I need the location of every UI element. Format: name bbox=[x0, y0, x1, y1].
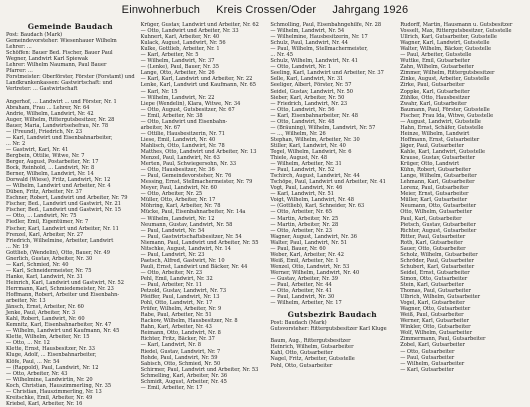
section-title-gemeinde: Gemeinde Baudach bbox=[27, 22, 113, 31]
directory-entry: — Wilhelm, Landwirt, Nr. 54 bbox=[270, 28, 345, 35]
directory-entry: — Otto, August, Gutsbesitzer, Nr. 67 bbox=[140, 106, 235, 113]
directory-entry: Fischer, Frau Ida, Witwe, Gutsstelle bbox=[400, 112, 494, 119]
directory-entry: — August, Landwirt, Gutsstelle bbox=[400, 118, 481, 125]
directory-entry: — (Rappold), Paul, Landwirt, Nr. 12 bbox=[6, 364, 99, 371]
directory-entry: Pohl, Otto, Landwirt, Nr. 17 bbox=[140, 300, 213, 307]
directory-entry: Seidel, Gustav, Landwirt, Nr. 50 bbox=[270, 88, 353, 95]
directory-entry: Mahlisch, Otto, Landwirt, Nr. 78 bbox=[140, 142, 225, 149]
directory-entry: Fischer, Bed., Landwirt und Gastwirt, Nr. 15 bbox=[6, 207, 121, 214]
header-year: Jahrgang 1926 bbox=[332, 4, 409, 16]
directory-entry: Pietsch, Gustav, Gutsarbeiter bbox=[400, 221, 476, 228]
directory-entry: Hoffmann, Ernst, Gutsarbeiter bbox=[400, 136, 480, 143]
directory-entry: Friedrich, Wilhelmine, Arbeiter, Landwirt bbox=[6, 237, 114, 244]
directory-entry: Heinrich, Wilhelm, Gutsarbeiter bbox=[270, 344, 354, 351]
directory-entry: Forstmeister: Oberförster, Förster (Forstamt) und bbox=[6, 74, 135, 81]
directory-entry: — Wilhelm, Arbeiter, Nr. 31 bbox=[270, 161, 342, 168]
directory-entry: — Otto, Landwirt, Nr. 1 bbox=[270, 64, 332, 71]
directory-entry: — Wilhelm, Gutsarbeiter bbox=[400, 360, 465, 367]
directory-entry: Hahn, Ernst, Schäfer, Gutsstelle bbox=[400, 124, 484, 131]
directory-entry: Wolf, Wilhelm, Gutsarbeiter bbox=[400, 330, 473, 337]
header-book-title: Einwohnerbuch bbox=[121, 4, 201, 16]
directory-entry: Vertreter: ... Gastwirtschaft bbox=[6, 86, 78, 93]
directory-entry: — Martin, Arbeiter, Nr. 25 bbox=[270, 215, 339, 222]
directory-entry: Ritter, Paul, Gutsarbeiter bbox=[400, 233, 466, 240]
directory-entry: Wagner, August, Landwirt, Nr. 36 bbox=[270, 233, 358, 240]
directory-entry: Seeling, Karl, Landwirt und Arbeiter, Nr. 37 bbox=[270, 70, 384, 77]
directory-entry: — Paul, Landwirt, Nr. 30 bbox=[270, 294, 335, 301]
directory-entry: Schmidt, August, Arbeiter, Nr. 45 bbox=[140, 378, 227, 385]
directory-entry: — Otto, Arbeiter, Nr. 65 bbox=[270, 209, 332, 216]
directory-entry: Baumann, Paul, Förster, Gutsstelle bbox=[400, 106, 490, 113]
directory-entry: Zimmer, Wilhelm, Rittergutsbesitzer bbox=[400, 70, 495, 77]
directory-entry: — Otto, Landwirt, Nr. 56 bbox=[270, 106, 335, 113]
directory-entry: Meyer, Paul, Landwirt, Nr. 60 bbox=[140, 185, 217, 192]
directory-entry: Simon, Otto, Gutsarbeiter bbox=[400, 275, 468, 282]
directory-entry: Abraham, Frau ... Lehrer, Nr. 64 bbox=[6, 104, 90, 111]
directory-entry: Schöffen: Bauer Bed. Fischer, Bauer Paul bbox=[6, 50, 113, 57]
directory-entry: Krüger, Otto, Landwirt bbox=[400, 161, 460, 168]
directory-entry: arbeiter, Nr. 13 bbox=[6, 298, 46, 305]
directory-entry: Sabisch, Otto, Schmied, Nr. 50 bbox=[140, 360, 221, 367]
directory-entry: — Wilhelm, Landwirt, Nr. 22 bbox=[140, 94, 215, 101]
directory-entry: Lehmann, Karl, Gutsarbeiter bbox=[400, 179, 475, 186]
directory-entry: Post: Baudach (Mark) bbox=[270, 320, 327, 327]
page-header bbox=[0, 0, 530, 20]
directory-entry: — Karl, Landwirt, Nr. 51 bbox=[270, 191, 335, 198]
directory-entry: — Otto, Landwirt und Eisenbahn- bbox=[140, 118, 228, 125]
directory-entry: Weber, Karl, Arbeiter, Nr. 42 bbox=[270, 251, 345, 258]
directory-entry: Vogt, Paul, Landwirt, Nr. 46 bbox=[270, 185, 343, 192]
directory-entry: — Otto, Arbeiter, Nr. 41 bbox=[270, 288, 332, 295]
directory-entry: Ulbrich, Wilhelm, Gutsarbeiter bbox=[400, 294, 481, 301]
directory-entry: Wenzel, Otto, Landwirt, Nr. 53 bbox=[270, 263, 350, 270]
directory-entry: Wuttke, Emil, Gutsarbeiter bbox=[400, 58, 470, 65]
directory-entry: Tschirch, August, Landwirt, Nr. 44 bbox=[270, 173, 360, 180]
directory-entry: — Otto, Gutsarbeiter bbox=[400, 348, 455, 355]
directory-entry: Kriebel, Karl, Arbeiter, Nr. 16 bbox=[6, 400, 83, 407]
directory-entry: Frenzel, Karl, Arbeiter, Nr. 27 bbox=[6, 231, 84, 238]
directory-entry: Kuhnert, Karl, Arbeiter, Nr. 40 bbox=[140, 34, 220, 41]
directory-entry: Lange, Otto, Arbeiter, Nr. 26 bbox=[140, 70, 215, 77]
directory-entry: Pfarrer: ... bbox=[6, 68, 33, 75]
directory-entry: — Wilhelmine, Landwirtin, Nr. 20 bbox=[6, 376, 93, 383]
directory-entry: Klette, Ernst, Hausbesitzer, Nr. 33 bbox=[6, 346, 95, 353]
directory-entry: ... Nr. 45 bbox=[270, 52, 293, 59]
directory-entry: — Paul, Arbeiter, Nr. 11 bbox=[140, 282, 202, 289]
directory-entry: — Otto, Arbeiter, Nr. 23 bbox=[270, 227, 332, 234]
directory-entry: — Paul, Gutsarbeiter bbox=[400, 354, 455, 361]
directory-entry: Winkler, Otto, Gutsarbeiter bbox=[400, 324, 471, 331]
directory-entry: — Otto, Arbeiter, Nr. 25 bbox=[140, 191, 203, 198]
directory-entry: Schmolling, Paul, Eisenbahngehilfe, Nr. 28 bbox=[270, 22, 382, 28]
directory-entry: arbeiter, Nr. 67 bbox=[140, 124, 181, 131]
directory-entry: — Otto, Arbeiter, Nr. 43 bbox=[6, 370, 68, 377]
directory-entry: — Paul, Landwirt, Nr. 23 bbox=[140, 251, 205, 258]
directory-entry: — Friedrich, Landwirt, Nr. 23 bbox=[270, 100, 348, 107]
column-4 bbox=[400, 22, 524, 396]
directory-entry: — Wilhelm, Landwirt, Nr. 37 bbox=[140, 58, 215, 65]
directory-entry: — Karl, Schmied, Nr. 40 bbox=[6, 261, 69, 268]
directory-entry: Nitschke, August, Landwirt, Nr. 14 bbox=[140, 245, 231, 252]
directory-entry: Ullrich, Karl, Gutsarbeiter, Gutsstelle bbox=[400, 34, 497, 41]
directory-entry: Müller, Karl, Gutsarbeiter bbox=[400, 197, 468, 204]
directory-entry: Krause, Gustav, Gutsarbeiter bbox=[400, 155, 476, 162]
directory-entry: Kühn, Robert, Gutsarbeiter bbox=[400, 167, 471, 174]
directory-entry: Gutsvorsteher: Rittergutsbesitzer Karl Kluge bbox=[270, 326, 387, 333]
directory-entry: — Paul, Landwirt, Nr. 52 bbox=[270, 167, 335, 174]
directory-entry: Vosselt, Max, Rittergutsbesitzer, Gutsstelle bbox=[400, 28, 512, 35]
directory-entry: — Paul, Bauer, Nr. 60 bbox=[270, 245, 326, 252]
directory-entry: — Paul, Landwirt, Nr. 54 bbox=[140, 227, 205, 234]
directory-entry: — Paul, Arbeiter, Nr. 44 bbox=[270, 282, 332, 289]
directory-entry: Klöfe, Paul, ... Nr. 54 bbox=[6, 358, 60, 365]
directory-entry: — Wilhelm, Landwirt, Nr. 12 bbox=[140, 215, 215, 222]
directory-entry: Sauer, Otto, Gutsarbeiter bbox=[400, 245, 466, 252]
directory-entry: Walter, Wilhelm, Bäcker, Gutsstelle bbox=[400, 46, 492, 53]
directory-entry: Werner, Karl, Gutsarbeiter bbox=[400, 318, 469, 325]
directory-entry: Bauer, Maria, Landwirtsehefrau, Nr. 78 bbox=[6, 122, 109, 129]
directory-entry: Lehrer: Wilhelm Naumann, Paul Bauer bbox=[6, 62, 107, 69]
directory-entry: — (Lenke), Paul, Bauer, Nr. 35 bbox=[140, 64, 219, 71]
directory-entry: Pauli, Ernst, Landwirt und Bäcker, Nr. 44 bbox=[140, 263, 248, 270]
directory-entry: Berner, Wilhelm, Landwirt, Nr. 14 bbox=[6, 171, 94, 178]
directory-entry: Scholz, Wilhelm, Gutsarbeiter bbox=[400, 251, 478, 258]
directory-entry: Riedel, Gustav, Landwirt, Nr. 7 bbox=[140, 348, 221, 355]
directory-entry: — Wilhelm, Landwirt und Arbeiter, Nr. 4 bbox=[6, 183, 111, 190]
directory-entry: Paul, Karl, Gutsarbeiter bbox=[400, 215, 462, 222]
directory-entry: Pehl, Emil, Landwirt, Nr. 32 bbox=[140, 275, 213, 282]
directory-entry: Lenke, Karl, Landwirt und Kaufmann, Nr. 65 bbox=[140, 82, 257, 89]
directory-entry: — Paul, Gemeindevorsteher, Nr. 76 bbox=[140, 173, 232, 180]
directory-entry: Seidel, Ernst, Gutsarbeiter bbox=[400, 269, 470, 276]
directory-entry: Berger, August, Postarbeiter, Nr. 17 bbox=[6, 158, 99, 165]
directory-entry: Rabe, Paul, Arbeiter, Nr. 51 bbox=[140, 312, 212, 319]
directory-entry: — ..., Wilhelm, Nr. 26 bbox=[270, 130, 326, 137]
directory-entry: Kulke, Gottlieb, Arbeiter, Nr. 1 bbox=[140, 46, 220, 53]
directory-entry: Kemnitz, Karl, Eisenbahnarbeiter, Nr. 47 bbox=[6, 322, 112, 329]
directory-entry: Selle, Karl, Landwirt, Nr. 31 bbox=[270, 76, 344, 83]
directory-entry: Lehrer: ... bbox=[6, 44, 32, 51]
directory-entry: Pohl, Otto, Gutsarbeiter bbox=[270, 362, 333, 369]
directory-entry: Schubert, Karl, Gutsarbeiter bbox=[400, 263, 475, 270]
directory-entry: Post: Baudach (Mark) bbox=[6, 32, 63, 38]
directory-entry: — Gustav, Arbeiter, Nr. 39 bbox=[270, 275, 338, 282]
directory-entry: — Otto, ... Nr. 12 bbox=[6, 340, 50, 347]
directory-entry: — Wilhelm, Landwirt und Kaufmann, Nr. 45 bbox=[6, 328, 120, 335]
directory-entry: Zahn, Wilhelm, Gutsarbeiter bbox=[400, 64, 474, 71]
directory-entry: Bergbein, Ottilie, Witwe, Nr. 7 bbox=[6, 152, 85, 159]
directory-entry: Rackow, Wilhelm, Hausbesitzer, Nr. 8 bbox=[140, 318, 238, 325]
directory-entry: Zimmermann, Paul, Gutsarbeiter bbox=[400, 336, 486, 343]
directory-entry: Fischer, Bed., Landwirt und Gastwirt, Nr. 21 bbox=[6, 201, 121, 208]
directory-entry: Reimann, Otto, Landwirt, Nr. 8 bbox=[140, 330, 221, 337]
directory-entry: — Karl, Landwirt, Nr. 8 bbox=[140, 342, 201, 349]
directory-entry: ... Nr. 2 bbox=[6, 140, 26, 147]
directory-entry: Voigt, Wilhelm, Landwirt, Nr. 48 bbox=[270, 197, 354, 204]
directory-entry: Gemeindevorsteher: Wiesenhauer Wilhelm bbox=[6, 38, 117, 45]
directory-entry: Möhring, Karl, Arbeiter, Nr. 78 bbox=[140, 203, 221, 210]
directory-entry: Zoppke, Karl, Gutsarbeiter bbox=[400, 88, 470, 95]
directory-entry: Herrmann, Karl, Schmiedemeister, Nr. 23 bbox=[6, 285, 114, 292]
directory-entry: Pfeiffer, Paul, Landwirt, Nr. 13 bbox=[140, 294, 220, 301]
directory-entry: Nagel, Fritz, Arbeiter, Gutsstelle bbox=[270, 356, 355, 363]
directory-entry: Rudorff, Martin, Hausmann u. Gutsbesitzer bbox=[400, 22, 513, 28]
directory-entry: Lange, Wilhelm, Gutsarbeiter bbox=[400, 173, 477, 180]
directory-entry: Kulack, August, Landwirt, Nr. 56 bbox=[140, 40, 226, 47]
directory-entry: Stiller, Karl, Landwirt, Nr. 40 bbox=[270, 142, 346, 149]
directory-entry: Walter, Paul, Landwirt, Nr. 51 bbox=[270, 239, 348, 246]
column-1 bbox=[6, 22, 135, 407]
directory-entry: — Emil, Arbeiter, Nr. 38 bbox=[140, 112, 203, 119]
directory-entry: Krüger, Gustav, Landwirt und Arbeiter, Nr. 62 bbox=[140, 22, 259, 28]
directory-entry: Menzel, Paul, Landwirt, Nr. 63 bbox=[140, 155, 220, 162]
directory-entry: Stephan, Wilhelm, Arbeiter, Nr. 30 bbox=[270, 136, 360, 143]
directory-entry: Petzold, Gustav, Landwirt, Nr. 73 bbox=[140, 288, 227, 295]
directory-entry: — Karl, Gutsarbeiter bbox=[400, 366, 454, 373]
directory-entry: — Martin, Arbeiter, Nr. 28 bbox=[270, 221, 339, 228]
directory-entry: Weiß, Paul, Gutsarbeiter bbox=[400, 312, 464, 319]
directory-entry: — Karl, Arbeiter, Nr. 5 bbox=[140, 52, 199, 59]
directory-entry: Kahl, Otto, Gutsarbeiter bbox=[270, 350, 333, 357]
directory-entry: — Karl, Karl, Landwirt und Arbeiter, Nr. 22 bbox=[140, 76, 253, 83]
directory-entry: — Wilhelm, Arbeiter, Nr. 17 bbox=[270, 300, 342, 307]
directory-entry: Bock, Reinhold, ... Landwirt, Nr. 8 bbox=[6, 165, 95, 172]
directory-entry: Zinke, August, Arbeiter, Gutsstelle bbox=[400, 76, 490, 83]
directory-entry: — Otto, Hausbesitzer, Nr. 36 bbox=[140, 167, 215, 174]
directory-entry: Stein, Karl, Gutsarbeiter bbox=[400, 282, 464, 289]
directory-entry: Fiedler, Emil, Eigentümer, Nr. 7 bbox=[6, 219, 89, 226]
header-district: Kreis Crossen/Oder bbox=[216, 4, 317, 16]
directory-entry: — (Gottlieb), Karl, Schneider, Nr. 63 bbox=[270, 203, 365, 210]
directory-entry: Hoffmann, Robert, Arbeiter und Eisenbahn- bbox=[6, 292, 120, 299]
directory-entry: Wagner, Karl, Landwirt, Gutsstelle bbox=[400, 40, 490, 47]
directory-entry: Weiß, Emil, Arbeiter, Nr. 1 bbox=[270, 257, 339, 264]
directory-entry: Kahle, Karl, Landwirt, Gutsstelle bbox=[400, 148, 485, 155]
directory-entry: Kahl, Robert, Landwirt, Nr. 60 bbox=[6, 316, 85, 323]
directory-entry: Sieber, Karl, Arbeiter, Nr. 50 bbox=[270, 94, 345, 101]
directory-entry: Baum, Aug., Rittergutsbesitzer bbox=[270, 338, 351, 345]
directory-entry: Fischer, Karl, Landwirt und Arbeiter, Nr. 11 bbox=[6, 225, 119, 232]
directory-entry: — Karl, Eisenbahnarbeiter, Nr. 48 bbox=[270, 112, 358, 119]
directory-entry: — Karl, Landwirt und Eisenbahnarbeiter, bbox=[6, 134, 113, 141]
directory-entry: Tschöpe, Paul, Landwirt und Arbeiter, Nr. 41 bbox=[270, 179, 386, 186]
directory-entry: — Otto, Landwirt, Nr. 48 bbox=[270, 118, 335, 125]
directory-entry: — Otto, Arbeiter, Nr. 23 bbox=[140, 269, 203, 276]
column-3 bbox=[270, 22, 394, 396]
directory-entry: Tegel, Wilhelm, Landwirt, Nr. 6 bbox=[270, 148, 352, 155]
directory-entry: Thomas, Paul, Gutsarbeiter bbox=[400, 288, 471, 295]
directory-entry: Wagner, Otto, Gutsarbeiter bbox=[400, 306, 471, 313]
directory-entry: Dorwald (Wiese), Fritz, Landwirt, Nr. 12 bbox=[6, 177, 111, 184]
directory-entry: — Paul, Wilhelm, Stellmachermeister, bbox=[270, 46, 368, 53]
directory-entry: Thiele, August, Nr. 48 bbox=[270, 155, 328, 162]
directory-entry: Matthes, Otto, Landwirt und Arbeiter, Nr. 13 bbox=[140, 148, 257, 155]
column-2 bbox=[141, 22, 265, 396]
directory-entry: Neumann, Otto, Gutsarbeiter bbox=[400, 203, 477, 210]
directory-entry: Werner, Wilhelm, Landwirt, Nr. 40 bbox=[270, 269, 360, 276]
directory-entry: Rahn, Karl, Arbeiter, Nr. 43 bbox=[140, 324, 212, 331]
directory-entry: Zwahr, Karl, Gutsarbeiter bbox=[400, 100, 467, 107]
directory-entry: — (Bräuning), Wilhelm, Landwirt, Nr. 57 bbox=[270, 124, 376, 131]
directory-entry: Roth, Karl, Gutsarbeiter bbox=[400, 239, 463, 246]
directory-entry: Müller, Otto, Arbeiter, Nr. 17 bbox=[140, 197, 216, 204]
directory-entry: Liepe (Wendelin), Klara, Witwe, Nr. 34 bbox=[140, 100, 241, 107]
directory-entry: Prüfer, Wilhelm, Arbeiter, Nr. 9 bbox=[140, 306, 222, 313]
directory-entry: — Wilhelmine, Hausbesitzerin, Nr. 17 bbox=[270, 34, 368, 41]
directory-entry: — Paul, Arbeiter, Gutsstelle bbox=[400, 52, 472, 59]
directory-entry: Richter, Fritz, Bäcker, Nr. 37 bbox=[140, 336, 215, 343]
directory-entry: Koch, Christian, Hauszimmerling, Nr. 35 bbox=[6, 382, 112, 389]
directory-entry: Meier, Ernst, Gutsarbeiter bbox=[400, 191, 469, 198]
directory-entry: Messing, Ernst, Stellmachermeister, Nr. 79 bbox=[140, 179, 253, 186]
directory-entry: Gottlieb, (Wendelin), Otto, Bauer, Nr. 49 bbox=[6, 249, 110, 256]
directory-entry: Eschner, Robert, Landwirt und Arbeiter, Nr. 79 bbox=[6, 195, 128, 202]
directory-entry: Zobel, Karl, Gutsarbeiter bbox=[400, 342, 465, 349]
directory-entry: — Christian, Hauszimmerling, Nr. 13 bbox=[6, 388, 102, 395]
directory-entry: Schulz, Paul, Landwirt, Nr. 44 bbox=[270, 40, 348, 47]
directory-entry: Zirke, Paul, Gutsarbeiter bbox=[400, 82, 465, 89]
directory-entry: Kreitschke, Emil, Arbeiter, Nr. 49 bbox=[6, 394, 93, 401]
directory-entry: Klette, Wilhelm, Arbeiter, Nr. 15 bbox=[6, 334, 90, 341]
directory-entry: Rohde, Paul, Landwirt, Nr. 59 bbox=[140, 354, 218, 361]
directory-entry: Jenke, Paul, Arbeiter, Nr. 3 bbox=[6, 310, 76, 317]
directory-entry: Vogel, Karl, Gutsarbeiter bbox=[400, 300, 465, 307]
directory-entry: — Karl, Nr. 15 bbox=[140, 88, 178, 95]
directory-entry: Mücke, Paul, Eisenbahnarbeiter, Nr. 14a bbox=[140, 209, 246, 216]
directory-entry: Schmelling, Karl, Arbeiter, Nr. 36 bbox=[140, 372, 228, 379]
directory-entry: Zühlke, Otto, Hausbesitzer bbox=[400, 94, 470, 101]
directory-entry: Hanke, Karl, Landwirt, Nr. 31 bbox=[6, 273, 83, 280]
directory-entry: — (Freund), Friedrich, Nr. 23 bbox=[6, 128, 83, 135]
directory-entry: ... Nr. 19 bbox=[6, 243, 29, 250]
directory-entry: Otto, Wilhelm, Gutsarbeiter bbox=[400, 209, 473, 216]
directory-entry: Wegner, Landwirt Karl Spiewak bbox=[6, 56, 88, 63]
directory-entry: Paetsch, Alfred, Gastwirt, Nr. 10 bbox=[140, 257, 225, 264]
directory-entry: Heinrich, Karl, Landwirt und Gastwirt, Nr. 52 bbox=[6, 279, 124, 286]
directory-entry: Merten, Paul, Schwiegersohn, Nr. 33 bbox=[140, 161, 237, 168]
directory-entry: Andrie, Wilhelm, Landwirt, Nr. 42 bbox=[6, 110, 94, 117]
columns bbox=[6, 22, 524, 407]
directory-entry: Kluge, Adolf, ... Eisenbahnarbeiter, bbox=[6, 352, 97, 359]
directory-entry: Auger, Wilhelm, Rittergutsbesitzer, Nr. 28 bbox=[6, 116, 115, 123]
directory-entry: — Karl, Schneidermeister, Nr. 75 bbox=[6, 267, 92, 274]
directory-entry: — Otto, Landwirt und Arbeiter, Nr. 33 bbox=[140, 28, 239, 35]
directory-entry: Angerhof, ... Landwirt ... und Förster, Nr. 1 bbox=[6, 98, 117, 105]
directory-entry: Neumann, Gustav, Landwirt, Nr. 58 bbox=[140, 221, 233, 228]
directory-entry: — Ottilie, Hausbesitzerin, Nr. 71 bbox=[140, 130, 226, 137]
directory-entry: — Paul, Gastwirtschaftsbesitzer, Nr. 54 bbox=[140, 233, 242, 240]
directory-entry: — Gastwirt, Karl, Nr. 41 bbox=[6, 146, 69, 153]
directory-entry: — Otto, ... Landwirt, Nr. 75 bbox=[6, 213, 77, 220]
directory-entry: Schirmer, Paul, Landwirt und Arbeiter, Nr. 53 bbox=[140, 366, 259, 373]
directory-entry: Richter, August, Gutsarbeiter bbox=[400, 227, 477, 234]
directory-entry: Gnerlich, Gustav, Arbeiter, Nr. 30 bbox=[6, 255, 93, 262]
directory-entry: Schröder, Paul, Gutsarbeiter bbox=[400, 257, 474, 264]
directory-entry: Niemann, Paul, Landwirt und Arbeiter, Nr. 55 bbox=[140, 239, 259, 246]
directory-entry: — Emil, Arbeiter, Nr. 17 bbox=[140, 384, 203, 391]
directory-entry: Lorenz, Paul, Gutsarbeiter bbox=[400, 185, 469, 192]
directory-entry: Liese, Emil, Landwirt, Nr. 40 bbox=[140, 136, 216, 143]
directory-entry: Heinze, Wilhelm, Landwirt bbox=[400, 130, 470, 137]
section-title-gutsbezirk: Gutsbezirk Baudach bbox=[287, 310, 377, 320]
directory-entry: Jänsch, Ernst, Arbeiter, Nr. 60 bbox=[6, 304, 84, 311]
directory-entry: Seeliger, Albert, Förster, Nr. 57 bbox=[270, 82, 352, 89]
directory-entry: Schulz, Wilhelm, Landwirt, Nr. 41 bbox=[270, 58, 358, 65]
directory-entry: Landkrankenkassen: Gastwirtschaft: und bbox=[6, 80, 113, 87]
directory-entry: Jäger, Paul, Gutsarbeiter bbox=[400, 142, 464, 149]
directory-entry: Düben, Fritz, Arbeiter, Nr. 37 bbox=[6, 189, 82, 196]
